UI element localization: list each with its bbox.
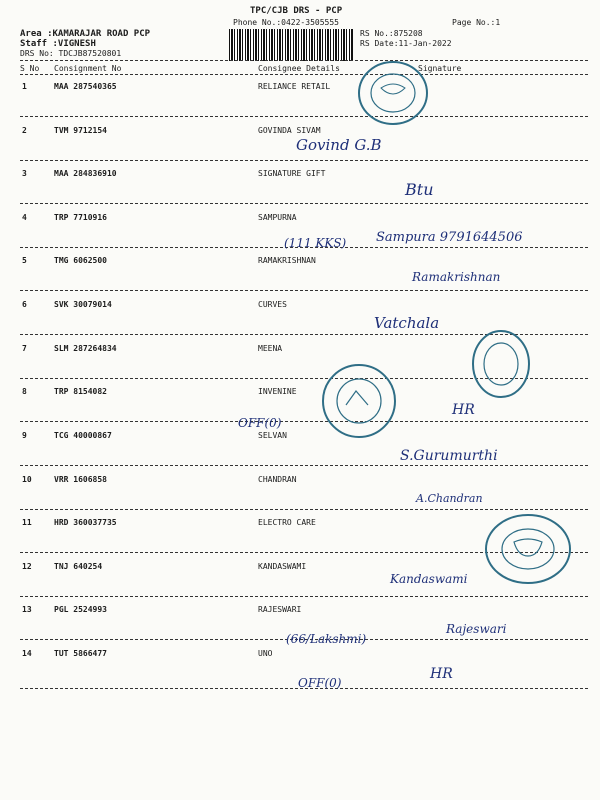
row-consignee: SIGNATURE GIFT [258, 169, 326, 178]
handwritten-signature: Govind G.B [296, 136, 382, 154]
row-sno: 3 [22, 169, 27, 178]
handwritten-signature: HR [452, 402, 475, 418]
row-sno: 14 [22, 649, 32, 658]
handwritten-signature: A.Chandran [416, 492, 483, 505]
row-consignee: GOVINDA SIVAM [258, 126, 321, 135]
round-seal-stamp [478, 508, 578, 590]
handwritten-signature: S.Gurumurthi [400, 448, 498, 464]
row-consignee: CURVES [258, 300, 287, 309]
row-consignment-no: VRR 1606858 [54, 475, 107, 484]
row-consignment-no: TUT 5866477 [54, 649, 107, 658]
row-consignment-no: HRD 360037735 [54, 518, 117, 527]
handwritten-signature: Btu [405, 180, 434, 199]
row-divider [20, 596, 588, 597]
row-divider [20, 160, 588, 161]
area-label: Area :KAMARAJAR ROAD PCP [20, 29, 151, 39]
row-consignee: SELVAN [258, 431, 287, 440]
page-number: Page No.:1 [452, 18, 501, 27]
row-sno: 12 [22, 562, 32, 571]
row-divider [20, 465, 588, 466]
row-consignment-no: SLM 287264834 [54, 344, 117, 353]
row-sno: 10 [22, 475, 32, 484]
row-divider [20, 116, 588, 117]
handwritten-signature: Kandaswami [390, 572, 468, 586]
col-sno-header: S No [20, 64, 40, 73]
row-sno: 7 [22, 344, 27, 353]
row-sno: 6 [22, 300, 27, 309]
col-signature-header: Signature [418, 64, 462, 73]
row-sno: 8 [22, 387, 27, 396]
row-consignee: UNO [258, 649, 273, 658]
row-consignee: RAMAKRISHNAN [258, 256, 316, 265]
handwritten-signature: Vatchala [374, 314, 440, 332]
drs-number: DRS No: TDCJB87520801 [20, 49, 122, 58]
row-consignee: CHANDRAN [258, 475, 297, 484]
columns-divider [20, 74, 588, 75]
rs-number: RS No.:875208 [360, 29, 423, 38]
handwritten-note: (66/Lakshmi) [286, 632, 367, 646]
row-consignment-no: TNJ 640254 [54, 562, 103, 571]
round-seal-stamp [316, 360, 402, 442]
row-consignee: ELECTRO CARE [258, 518, 316, 527]
col-consignment-header: Consignment No [54, 64, 122, 73]
row-sno: 4 [22, 213, 27, 222]
row-consignee: INVENINE [258, 387, 297, 396]
rs-date: RS Date:11-Jan-2022 [360, 39, 452, 48]
row-consignment-no: SVK 30079014 [54, 300, 112, 309]
col-details-header: Consignee Details [258, 64, 340, 73]
row-sno: 1 [22, 82, 27, 91]
row-divider [20, 203, 588, 204]
handwritten-note: OFF(0) [298, 676, 342, 690]
row-consignment-no: MAA 284836910 [54, 169, 117, 178]
row-consignee: RAJESWARI [258, 605, 302, 614]
row-sno: 9 [22, 431, 27, 440]
row-consignment-no: TCG 40000867 [54, 431, 112, 440]
row-consignment-no: PGL 2524993 [54, 605, 107, 614]
barcode [229, 29, 353, 61]
row-consignee: KANDASWAMI [258, 562, 307, 571]
header-divider [20, 60, 588, 61]
phone-number: Phone No.:0422-3505555 [233, 18, 339, 27]
handwritten-signature: Rajeswari [446, 622, 507, 636]
row-consignment-no: TRP 7710916 [54, 213, 107, 222]
row-consignment-no: TRP 8154082 [54, 387, 107, 396]
handwritten-signature: Ramakrishnan [412, 270, 501, 284]
row-sno: 11 [22, 518, 32, 527]
row-consignee: RELIANCE RETAIL [258, 82, 331, 91]
handwritten-signature: HR [430, 666, 453, 682]
staff-label: Staff :VIGNESH [20, 39, 96, 49]
row-divider [20, 421, 588, 422]
row-sno: 5 [22, 256, 27, 265]
row-consignment-no: TVM 9712154 [54, 126, 107, 135]
handwritten-note: OFF(0) [238, 416, 282, 430]
row-consignment-no: MAA 287540365 [54, 82, 117, 91]
document-title: TPC/CJB DRS - PCP [250, 6, 343, 16]
row-sno: 2 [22, 126, 27, 135]
row-consignee: MEENA [258, 344, 283, 353]
row-divider [20, 290, 588, 291]
row-consignment-no: TMG 6062500 [54, 256, 107, 265]
row-sno: 13 [22, 605, 32, 614]
handwritten-note: (111 KKS) [284, 236, 347, 250]
row-consignee: SAMPURNA [258, 213, 297, 222]
round-seal-stamp [354, 58, 432, 128]
round-seal-stamp [468, 326, 534, 402]
handwritten-signature: Sampura 9791644506 [376, 230, 523, 245]
